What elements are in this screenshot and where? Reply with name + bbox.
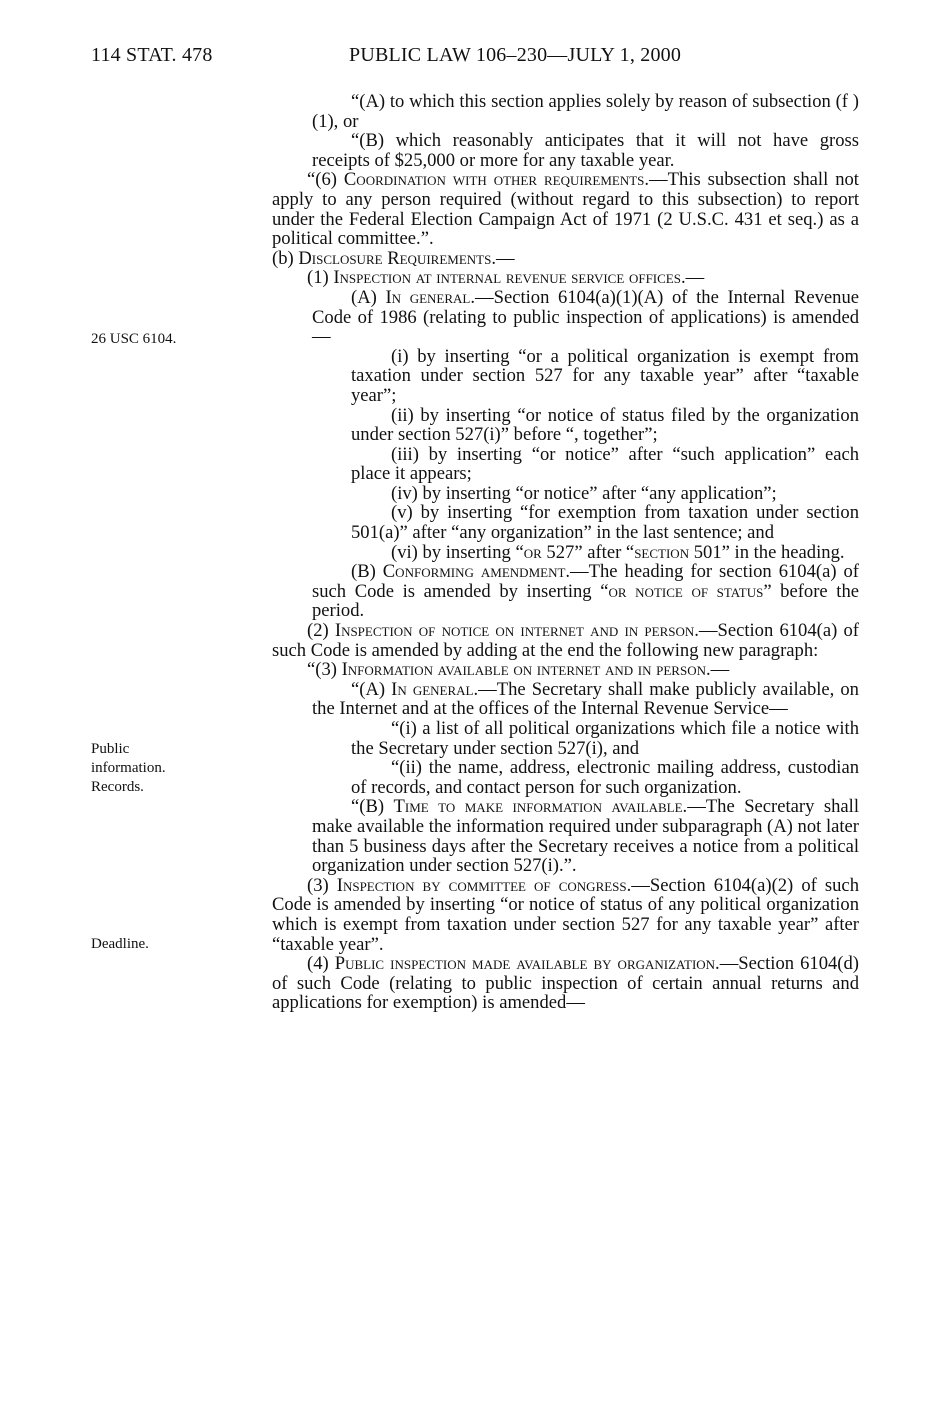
paragraph xyxy=(272,680,859,719)
margin-note-line: Public xyxy=(91,741,130,757)
dash: — xyxy=(685,267,705,289)
paragraph-number: (4) xyxy=(307,953,335,975)
paragraph xyxy=(272,876,859,954)
paragraph-text: —The Secretary shall make publicly available, on the Internet and at the offices of the Internal Revenue Service— xyxy=(312,678,859,720)
clause: (iv) by inserting “or notice” after “any application”; xyxy=(391,482,777,504)
clause: (ii) by inserting “or notice of status filed by the organization under section 527(i)” before “, together”; xyxy=(351,404,859,446)
paragraph-number: (2) xyxy=(307,620,335,642)
margin-note-deadline: Deadline. xyxy=(91,936,149,952)
paragraph-heading: Inspection of notice on internet and in person. xyxy=(334,620,699,642)
paragraph-smallcaps: or notice of status xyxy=(608,580,764,602)
margin-note-line: information. xyxy=(91,760,166,776)
margin-note-usc: 26 USC 6104. xyxy=(91,331,177,347)
clause-smallcaps: section 501 xyxy=(634,541,722,563)
dash: — xyxy=(710,659,730,681)
paragraph-heading: Time to make information available. xyxy=(393,796,688,818)
paragraph-heading: Inspection at internal revenue service offices. xyxy=(333,267,686,289)
margin-note-public-information xyxy=(91,740,166,797)
paragraph xyxy=(272,797,859,875)
clause-text: ” in the heading. xyxy=(721,541,845,563)
clause-text: ” after “ xyxy=(574,541,635,563)
paragraph-heading: Conforming amendment. xyxy=(382,561,571,583)
paragraph xyxy=(272,562,859,621)
clause: (v) by inserting “for exemption from taxation under section 501(a)” after “any organization” in the last sentence; and xyxy=(351,502,859,544)
paragraph xyxy=(272,268,859,288)
paragraph-text: —The Secretary shall make available the information required under subparagraph (A) not later than 5 business days after the Secretary receives a notice from a political organization under section 527(i).”. xyxy=(312,796,859,877)
paragraph-heading: Inspection by committee of congress. xyxy=(336,874,632,896)
statute-body xyxy=(272,92,859,1013)
paragraph xyxy=(272,288,859,347)
paragraph xyxy=(272,660,859,680)
margin-note-line: Records. xyxy=(91,779,144,795)
paragraph: “(B) which reasonably anticipates that it will not have gross receipts of $25,000 or more for any taxable year. xyxy=(312,130,859,171)
dash: — xyxy=(495,247,515,269)
paragraph xyxy=(272,170,859,248)
paragraph-text: —Section 6104(a) of such Code is amended by adding at the end the following new paragraph: xyxy=(272,620,859,661)
section-number: (b) xyxy=(272,247,299,269)
paragraph xyxy=(272,954,859,1013)
paragraph-text: —The heading for section 6104(a) of such Code is amended by inserting “ xyxy=(312,561,859,602)
clause-text: (vi) by inserting “ xyxy=(391,541,524,563)
page-title: PUBLIC LAW 106–230—JULY 1, 2000 xyxy=(349,44,682,66)
paragraph xyxy=(272,621,859,660)
paragraph-number: “(A) xyxy=(351,678,392,700)
clause-smallcaps: or 527 xyxy=(523,541,575,563)
clause: (iii) by inserting “or notice” after “such application” each place it appears; xyxy=(351,443,859,485)
paragraph-heading: Public inspection made available by organization. xyxy=(334,953,720,975)
paragraph: “(A) to which this section applies solely by reason of subsection (f )(1), or xyxy=(312,91,859,132)
paragraph-number: (1) xyxy=(307,267,334,289)
clause: (i) by inserting “or a political organization is exempt from taxation under section 527 for any taxable year” after “taxable year”; xyxy=(351,345,859,406)
page-stat-number: 114 STAT. 478 xyxy=(91,44,213,66)
section-heading xyxy=(272,249,859,269)
section-heading-text: Disclosure Requirements. xyxy=(298,247,496,269)
clause: “(i) a list of all political organizations which file a notice with the Secretary under section 527(i), and xyxy=(351,718,859,759)
paragraph-text: —Section 6104(a)(2) of such Code is amended by inserting “or notice of status of any political organization which is exempt from taxation under section 527 for any taxable year” after “taxable year”. xyxy=(272,874,859,955)
paragraph-number: “(B) xyxy=(351,796,394,818)
paragraph-heading: In general. xyxy=(385,286,476,308)
paragraph-heading: “(6) Coordination with other requirements. xyxy=(307,169,650,191)
clause xyxy=(272,543,859,563)
paragraph-number: (3) xyxy=(307,874,337,896)
paragraph-number: (A) xyxy=(351,286,386,308)
paragraph-text: —Section 6104(a)(1)(A) of the Internal Revenue Code of 1986 (relating to public inspection of applications) is amended— xyxy=(312,286,859,348)
paragraph-heading: Information available on internet and in person. xyxy=(341,659,711,681)
clause: “(ii) the name, address, electronic mailing address, custodian of records, and contact person for such organization. xyxy=(351,757,859,798)
paragraph-number: (B) xyxy=(351,561,383,583)
paragraph-number: “(3) xyxy=(307,659,342,681)
paragraph-text: —This subsection shall not apply to any person required (without regard to this subsection) to report under the Federal Election Campaign Act of 1971 (2 U.S.C. 431 et seq.) as a political committee.”. xyxy=(272,169,859,250)
paragraph-heading: In general. xyxy=(391,678,479,700)
paragraph-text: ” before the period. xyxy=(312,580,860,622)
paragraph-text: —Section 6104(d) of such Code (relating to public inspection of certain annual returns and applications for exemption) is amended— xyxy=(272,953,859,1014)
